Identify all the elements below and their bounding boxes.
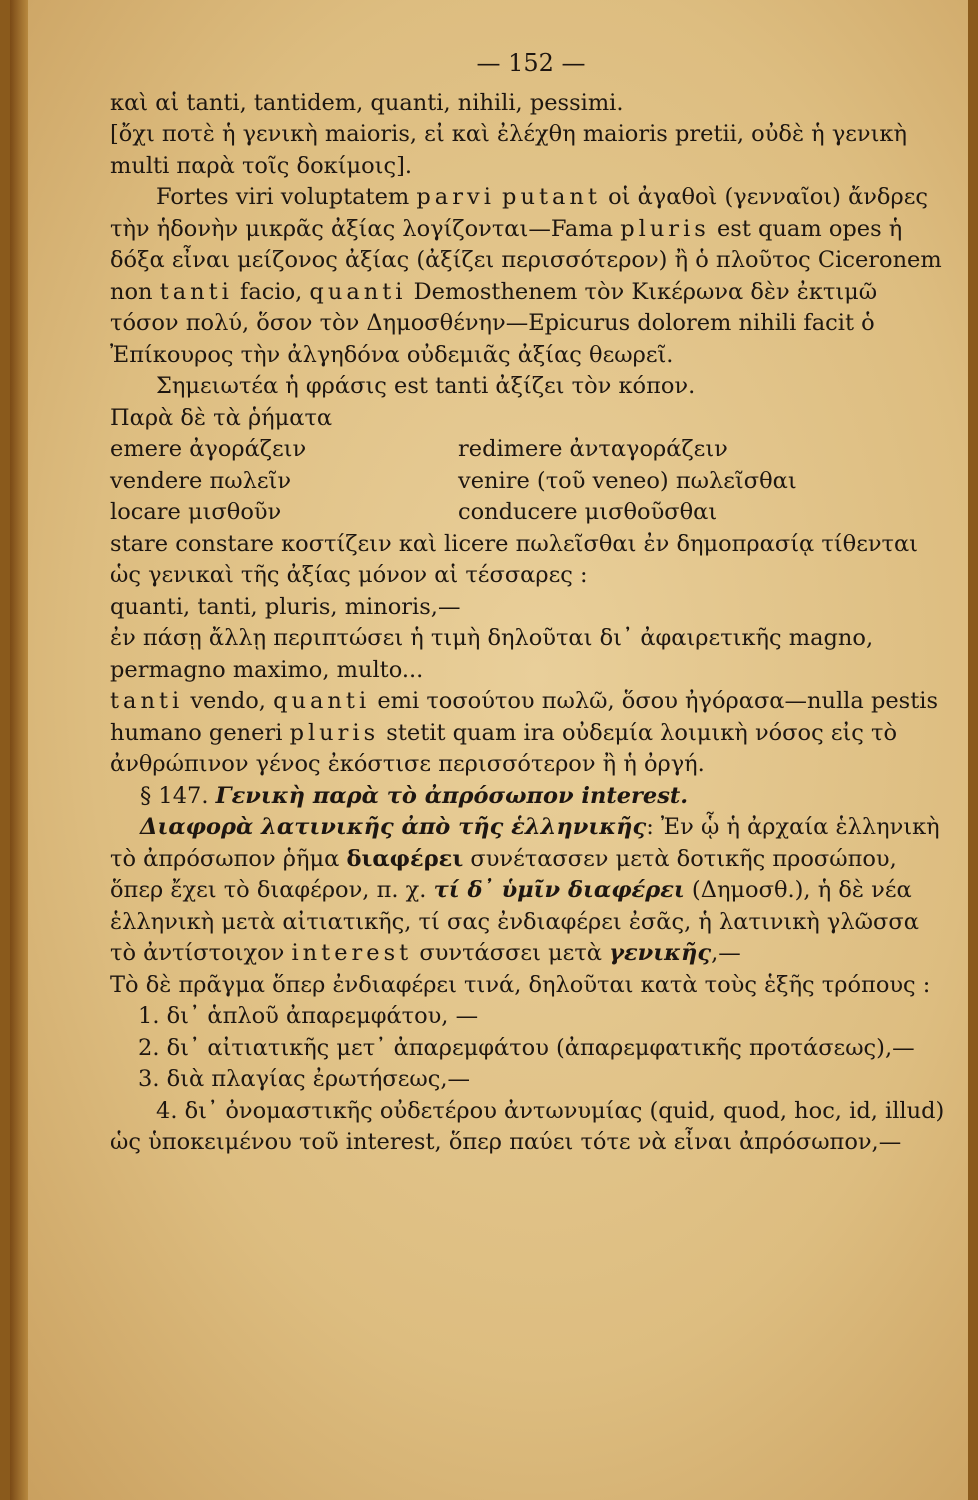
verb-left: emere ἀγοράζειν [110, 436, 307, 462]
verb-right: conducere μισθοῦσθαι [458, 499, 718, 525]
spaced-word: tanti [110, 688, 184, 714]
spaced-word: quanti [273, 688, 371, 714]
text-span: συνέτασσεν μετὰ δοτικῆς προσώπου, ὅπερ ἔχει τὸ διαφέρον, π. χ. [110, 845, 897, 903]
section-number: § 147. [140, 782, 216, 809]
verb-row-3 [110, 497, 952, 529]
text-span: : Ἐν ᾧ ἡ ἀρχαία ἑλληνικὴ τὸ ἀπρόσωπον ῥῆμα [110, 814, 940, 872]
paragraph-8 [110, 686, 952, 781]
paragraph-3: Σημειωτέα ἡ φράσις est tanti ἀξίζει τὸν κόπον. [156, 373, 696, 399]
page-number: — 152 — [476, 49, 586, 77]
paragraph-6: quanti, tanti, pluris, minoris,— [110, 593, 461, 620]
verb-right: venire (τοῦ veneo) πωλεῖσθαι [458, 467, 797, 494]
spaced-word: quanti [309, 278, 407, 305]
list-item-4: 4. δι᾽ ὀνομαστικῆς οὐδετέρου ἀντωνυμίας (quid, quod, hoc, id, illud) ὡς ὑποκειμένου τοῦ interest, ὅπερ παύει τότε νὰ εἶναι ἀπρόσωπον,— [110, 1097, 945, 1155]
verb-left: locare μισθοῦν [110, 499, 282, 525]
spaced-word: putant [502, 184, 601, 210]
list-item-2: 2. δι᾽ αἰτιατικῆς μετ᾽ ἀπαρεμφάτου (ἀπαρεμφατικῆς προτάσεως),— [138, 1034, 915, 1061]
verb-left: vendere πωλεῖν [110, 467, 292, 494]
text-span [495, 184, 502, 210]
spaced-word: pluris [620, 215, 710, 242]
emphasis: διαφέρει [346, 845, 464, 872]
text-span: vendo, [183, 688, 274, 714]
spaced-word: interest [291, 940, 413, 966]
paragraph-1a: καὶ αἱ tanti, tantidem, quanti, nihili, pessimi. [110, 89, 624, 116]
emphasis: Διαφορὰ λατινικῆς ἀπὸ τῆς ἑλληνικῆς [140, 814, 647, 840]
paragraph-1b: [ὄχι ποτὲ ἡ γενικὴ maioris, εἰ καὶ ἐλέχθη maioris pretii, οὐδὲ ἡ γενικὴ multi παρὰ τοῖς δοκίμοις]. [110, 121, 907, 179]
text-span: stetit quam ira οὐδεμία λοιμικὴ νόσος εἰς τὸ ἀνθρώπινον γένος ἐκόστισε περισσότερον ἢ ἡ ὀργή. [110, 719, 898, 777]
verb-right: redimere ἀνταγοράζειν [458, 436, 728, 462]
paragraph-2 [110, 182, 952, 371]
text-span: est quam opes ἡ δόξα εἶναι μείζονος ἀξίας (ἀξίζει περισσότερον) ἢ ὁ πλοῦτος Ciceronem non [110, 215, 942, 305]
emphasis: γενικῆς [609, 940, 712, 966]
spaced-word: pluris [289, 719, 380, 746]
page-edge [10, 0, 28, 1500]
book-page [10, 0, 968, 1500]
spaced-word: tanti [159, 278, 233, 305]
spaced-word: parvi [416, 184, 495, 210]
list-item-3: 3. διὰ πλαγίας ἐρωτήσεως,— [138, 1066, 470, 1092]
section-title: Γενικὴ παρὰ τὸ ἀπρόσωπον interest. [215, 782, 689, 809]
paragraph-4: Παρὰ δὲ τὰ ῥήματα [110, 404, 333, 431]
paragraph-5: stare constare κοστίζειν καὶ licere πωλεῖσθαι ἐν δημοπρασίᾳ τίθενται ὡς γενικαὶ τῆς ἀξίας μόνον αἱ τέσσαρες : [110, 530, 918, 588]
page-text [110, 48, 952, 1159]
text-span: Demosthenem τὸν Κικέρωνα δὲν ἐκτιμῶ τόσον πολύ, ὅσον τὸν Δημοσθένην—Epicurus dolorem nihili facit ὁ Ἐπίκουρος τὴν ἀλγηδόνα οὐδεμιᾶς ἀξίας θεωρεῖ. [110, 278, 878, 368]
list-item-1: 1. δι᾽ ἁπλοῦ ἀπαρεμφάτου, — [138, 1003, 479, 1029]
text-span: ,— [711, 940, 741, 966]
text-span: facio, [232, 278, 310, 305]
verb-row-1 [110, 434, 952, 466]
paragraph-7: ἐν πάσῃ ἄλλῃ περιπτώσει ἡ τιμὴ δηλοῦται δι᾽ ἀφαιρετικῆς magno, permagno maximo, multo... [110, 625, 874, 683]
section-heading [110, 781, 952, 813]
paragraph-9 [110, 812, 952, 970]
paragraph-10: Τὸ δὲ πρᾶγμα ὅπερ ἐνδιαφέρει τινά, δηλοῦται κατὰ τοὺς ἑξῆς τρόπους : [110, 971, 931, 998]
text-span: emi τοσούτου πωλῶ, ὅσου ἠγόρασα—nulla pestis humano generi [110, 688, 938, 746]
text-span: (Δημοσθ.), ἡ δὲ νέα ἑλληνικὴ μετὰ αἰτιατικῆς, τί σας ἐνδιαφέρει ἐσᾶς, ἡ λατινικὴ γλῶσσα τὸ ἀντίστοιχον [110, 877, 919, 966]
text-span: Fortes viri voluptatem [156, 184, 417, 210]
text-span: συντάσσει μετὰ [412, 940, 610, 966]
verb-row-2 [110, 466, 952, 498]
emphasis: τί δ᾽ ὑμῖν διαφέρει [433, 877, 685, 903]
text-span: οἱ ἀγαθοὶ (γενναῖοι) ἄνδρες τὴν ἡδονὴν μικρᾶς ἀξίας λογίζονται—Fama [110, 184, 928, 242]
